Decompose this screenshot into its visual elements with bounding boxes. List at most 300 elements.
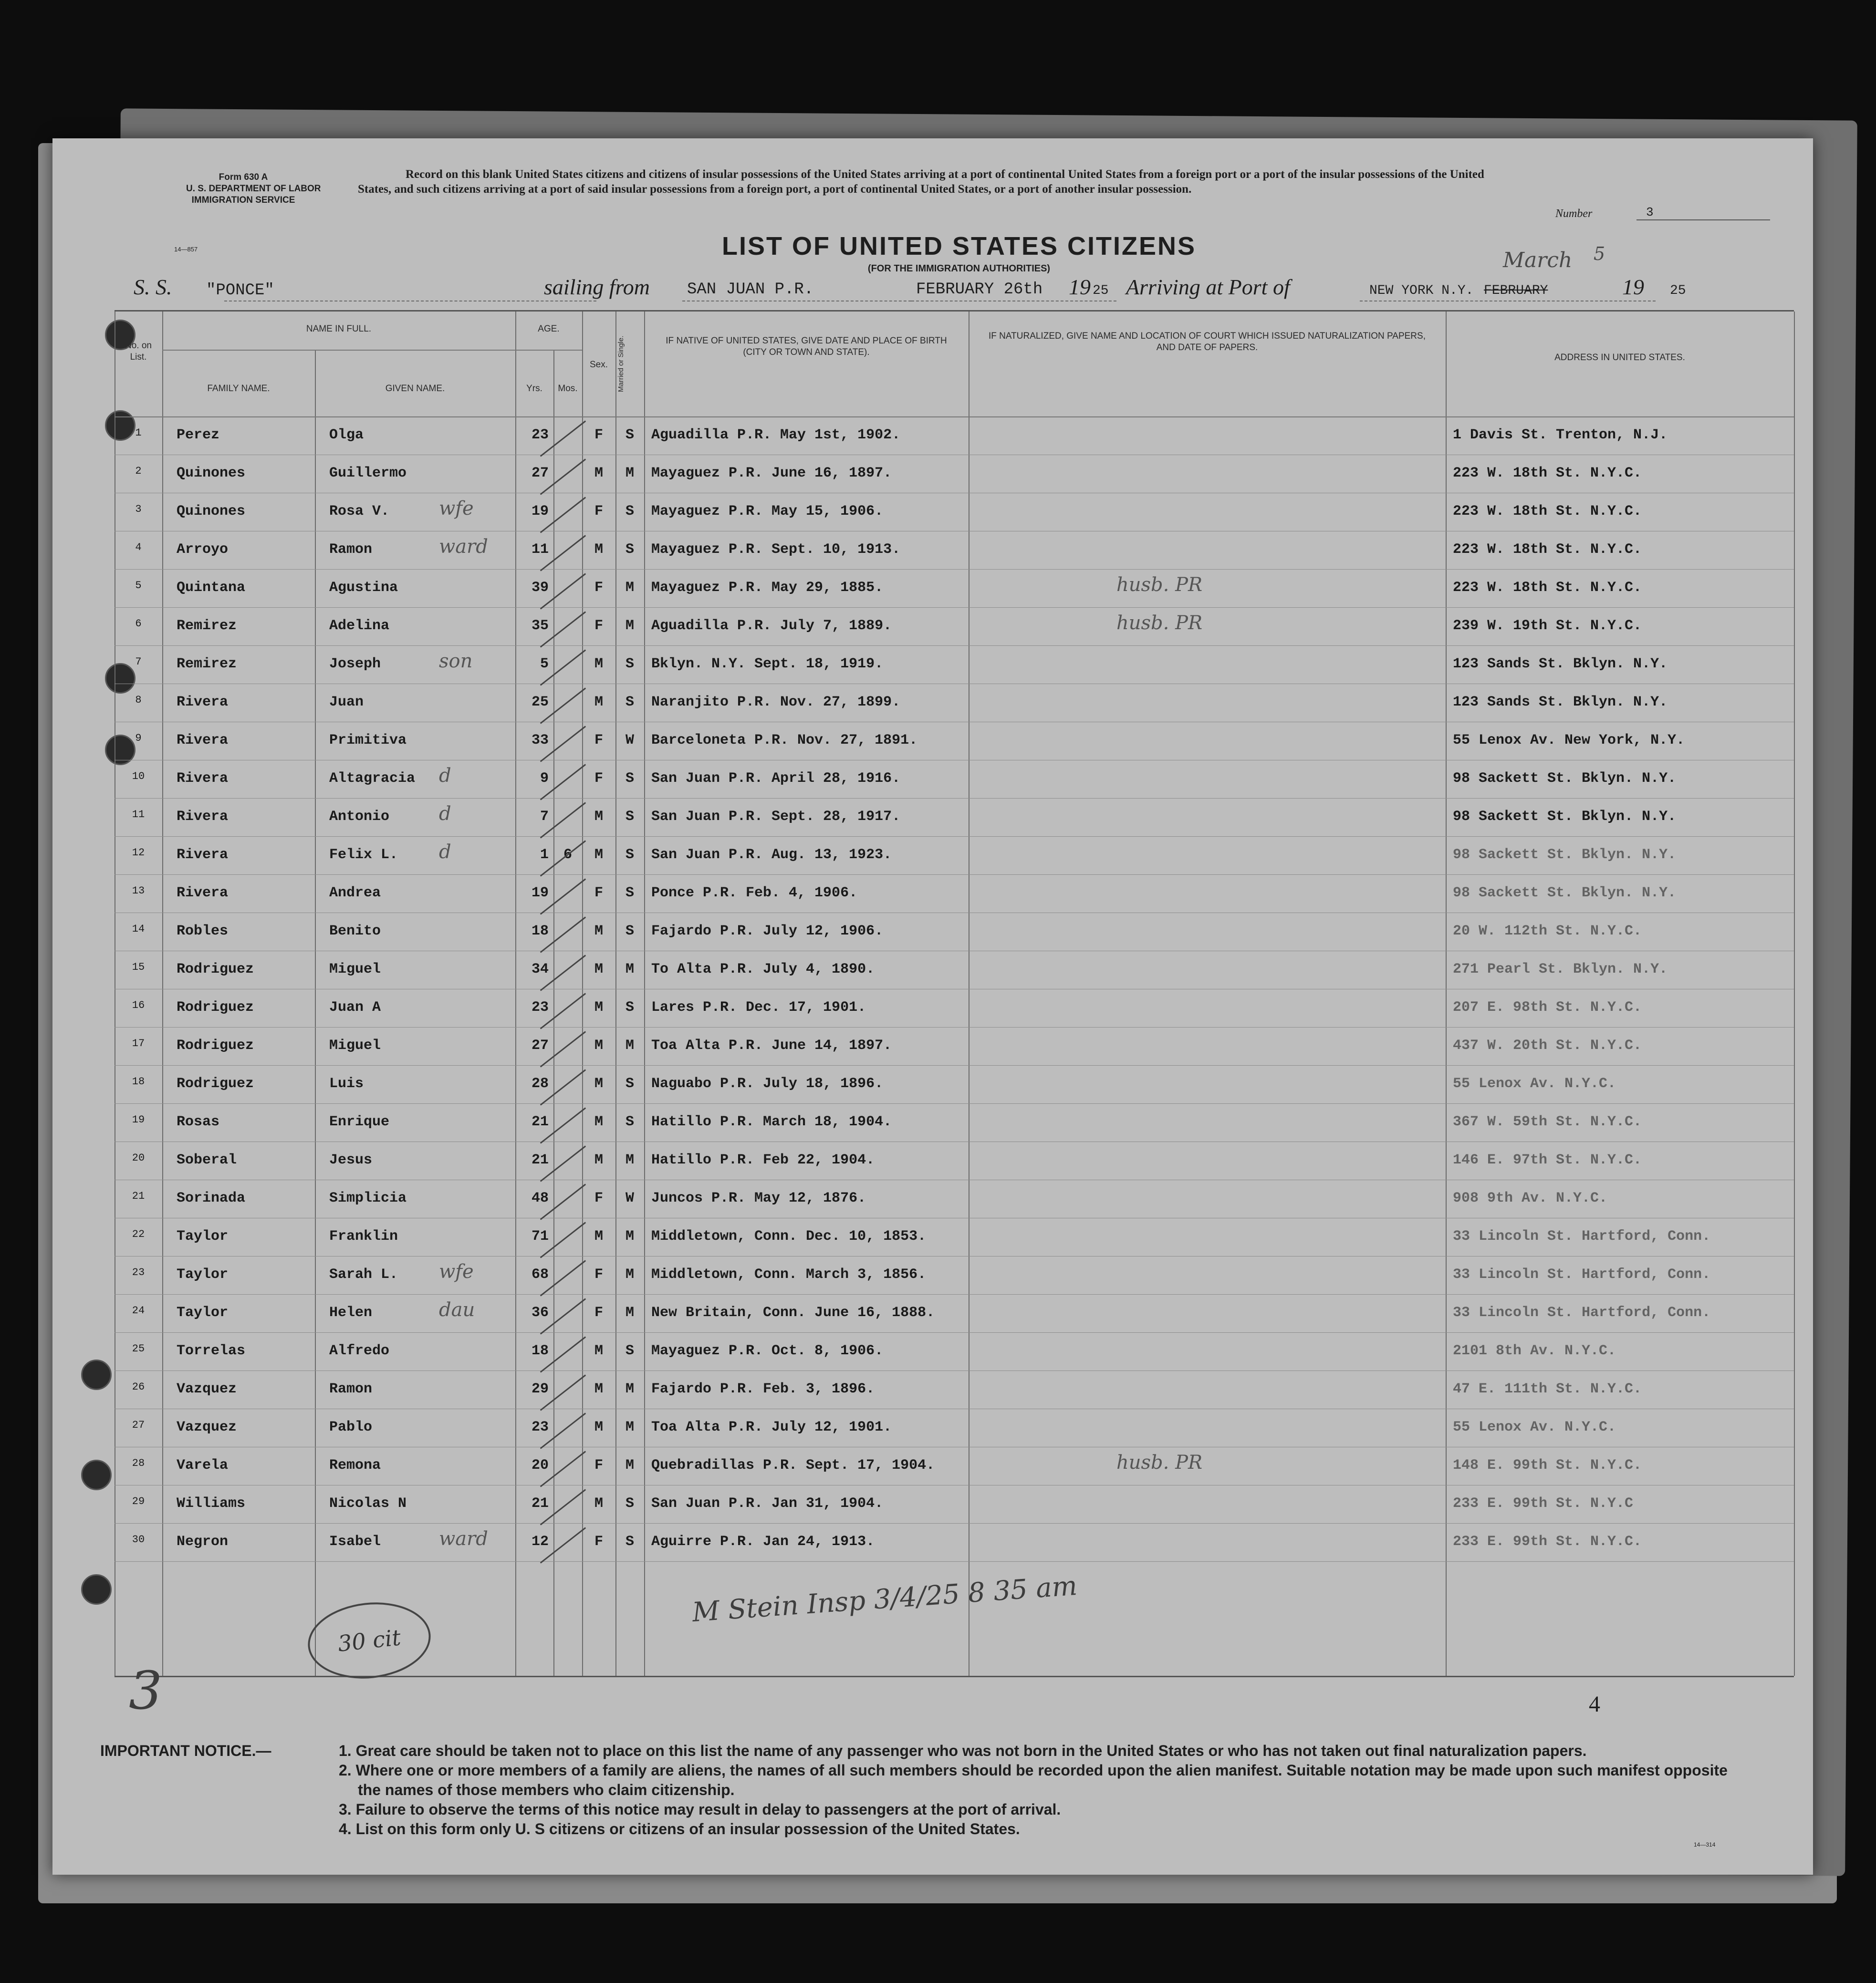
cell-sex: F bbox=[594, 1305, 603, 1321]
cell-birth: Aguirre P.R. Jan 24, 1913. bbox=[651, 1534, 875, 1550]
cell-address: 148 E. 99th St. N.Y.C. bbox=[1453, 1457, 1642, 1474]
cell-ms: W bbox=[625, 732, 634, 748]
cell-ms: S bbox=[625, 1076, 634, 1092]
arrival-port: NEW YORK N.Y. bbox=[1369, 283, 1474, 298]
cell-family: Torrelas bbox=[177, 1343, 246, 1359]
cell-sex: M bbox=[594, 656, 603, 672]
table-row bbox=[115, 1409, 1794, 1447]
cell-birth: Naguabo P.R. July 18, 1896. bbox=[651, 1076, 884, 1092]
cell-age: 21 bbox=[531, 1152, 549, 1168]
header-naturalization: IF NATURALIZED, GIVE NAME AND LOCATION OF COURT WHICH ISSUED NATURALIZATION PAPERS, AND DATE OF PAPERS. bbox=[989, 331, 1426, 353]
cell-address: 2101 8th Av. N.Y.C. bbox=[1453, 1343, 1616, 1359]
table-row bbox=[115, 1447, 1794, 1485]
page-title: LIST OF UNITED STATES CITIZENS bbox=[722, 232, 1196, 260]
cell-sex: F bbox=[594, 732, 603, 748]
cell-ms: S bbox=[625, 809, 634, 825]
cell-address: 98 Sackett St. Bklyn. N.Y. bbox=[1453, 847, 1677, 863]
cell-address: 123 Sands St. Bklyn. N.Y. bbox=[1453, 656, 1668, 672]
cell-birth: Middletown, Conn. Dec. 10, 1853. bbox=[651, 1228, 927, 1245]
table-row bbox=[115, 493, 1794, 531]
number-label: Number bbox=[1555, 208, 1593, 220]
cell-sex: M bbox=[594, 961, 603, 977]
form-instructions: Record on this blank United States citizens and citizens of insular possessions of the United States arriving at a port of continental United States from a foreign port or a port of the insular possessions of the United States, and such citizens arriving at a port of said insular possessions from a foreign port, a port of continental United States, or a port of another insular possession. bbox=[358, 168, 1484, 196]
header-address: ADDRESS IN UNITED STATES. bbox=[1554, 353, 1685, 363]
cell-family: Perez bbox=[177, 427, 220, 443]
cell-sex: F bbox=[594, 770, 603, 787]
cell-birth: San Juan P.R. Aug. 13, 1923. bbox=[651, 847, 892, 863]
table-row bbox=[115, 989, 1794, 1028]
arrival-year: 25 bbox=[1670, 283, 1686, 298]
cell-sex: F bbox=[594, 885, 603, 901]
cell-age: 27 bbox=[531, 1038, 549, 1054]
relationship-note: dau bbox=[439, 1299, 475, 1321]
cell-given: Enrique bbox=[329, 1114, 390, 1130]
cell-family: Quintana bbox=[177, 580, 246, 596]
cell-age: 35 bbox=[531, 618, 549, 634]
table-row bbox=[115, 1142, 1794, 1180]
header-years: Yrs. bbox=[526, 384, 542, 394]
cell-birth: Hatillo P.R. March 18, 1904. bbox=[651, 1114, 892, 1130]
cell-family: Vazquez bbox=[177, 1419, 237, 1435]
cell-no: 11 bbox=[132, 809, 145, 820]
naturalization-note: husb. PR bbox=[1116, 612, 1203, 634]
cell-age: 23 bbox=[531, 427, 549, 443]
cell-no: 15 bbox=[132, 961, 145, 973]
cell-family: Rodriguez bbox=[177, 1038, 254, 1054]
cell-ms: M bbox=[625, 580, 634, 596]
cell-address: 223 W. 18th St. N.Y.C. bbox=[1453, 503, 1642, 519]
cell-address: 123 Sands St. Bklyn. N.Y. bbox=[1453, 694, 1668, 710]
cell-family: Taylor bbox=[177, 1305, 229, 1321]
cell-ms: S bbox=[625, 847, 634, 863]
header-age: AGE. bbox=[538, 324, 560, 334]
cell-birth: Barceloneta P.R. Nov. 27, 1891. bbox=[651, 732, 918, 748]
cell-no: 3 bbox=[135, 503, 142, 515]
cell-sex: F bbox=[594, 618, 603, 634]
handwritten-day: 5 bbox=[1594, 243, 1605, 264]
cell-family: Soberal bbox=[177, 1152, 237, 1168]
table-row bbox=[115, 1294, 1794, 1333]
cell-no: 21 bbox=[132, 1190, 145, 1202]
cell-family: Rodriguez bbox=[177, 1076, 254, 1092]
cell-birth: Fajardo P.R. Feb. 3, 1896. bbox=[651, 1381, 875, 1397]
cell-no: 9 bbox=[135, 732, 142, 744]
cell-birth: Hatillo P.R. Feb 22, 1904. bbox=[651, 1152, 875, 1168]
table-row bbox=[115, 645, 1794, 684]
cell-no: 19 bbox=[132, 1114, 145, 1126]
arriving-label: Arriving at Port of bbox=[1126, 275, 1290, 299]
cell-no: 10 bbox=[132, 770, 145, 782]
header-marital-status: Married or Single. bbox=[617, 335, 625, 393]
cell-sex: F bbox=[594, 580, 603, 596]
cell-address: 367 W. 59th St. N.Y.C. bbox=[1453, 1114, 1642, 1130]
cell-address: 55 Lenox Av. N.Y.C. bbox=[1453, 1419, 1616, 1435]
page-number: 4 bbox=[1589, 1692, 1600, 1717]
manifest-sheet bbox=[52, 138, 1813, 1875]
cell-age: 36 bbox=[531, 1305, 549, 1321]
cell-sex: M bbox=[594, 541, 603, 558]
cell-birth: To Alta P.R. July 4, 1890. bbox=[651, 961, 875, 977]
cell-birth: Juncos P.R. May 12, 1876. bbox=[651, 1190, 866, 1206]
cell-birth: Fajardo P.R. July 12, 1906. bbox=[651, 923, 884, 939]
cell-birth: Mayaguez P.R. May 15, 1906. bbox=[651, 503, 884, 519]
cell-no: 29 bbox=[132, 1495, 145, 1507]
cell-no: 25 bbox=[132, 1343, 145, 1355]
table-row bbox=[115, 836, 1794, 875]
cell-age: 21 bbox=[531, 1495, 549, 1512]
cell-birth: San Juan P.R. Jan 31, 1904. bbox=[651, 1495, 884, 1512]
cell-family: Robles bbox=[177, 923, 229, 939]
table-row bbox=[115, 1103, 1794, 1142]
cell-age: 19 bbox=[531, 503, 549, 519]
cell-given: Simplicia bbox=[329, 1190, 407, 1206]
cell-no: 20 bbox=[132, 1152, 145, 1164]
cell-family: Taylor bbox=[177, 1267, 229, 1283]
number-value: 3 bbox=[1636, 205, 1770, 220]
relationship-note: wfe bbox=[439, 1261, 474, 1283]
cell-given: Nicolas N bbox=[329, 1495, 407, 1512]
cell-age: 21 bbox=[531, 1114, 549, 1130]
cell-ms: M bbox=[625, 1228, 634, 1245]
cell-no: 27 bbox=[132, 1419, 145, 1431]
table-row bbox=[115, 1332, 1794, 1371]
table-row bbox=[115, 1485, 1794, 1524]
table-row bbox=[115, 951, 1794, 989]
cell-age: 11 bbox=[531, 541, 549, 558]
year-prefix: 19 bbox=[1069, 275, 1091, 299]
cell-sex: F bbox=[594, 1267, 603, 1283]
cell-given: Pablo bbox=[329, 1419, 373, 1435]
relationship-note: wfe bbox=[439, 498, 474, 519]
cell-given: Alfredo bbox=[329, 1343, 390, 1359]
table-row bbox=[115, 416, 1794, 455]
table-row bbox=[115, 913, 1794, 951]
cell-family: Rivera bbox=[177, 770, 229, 787]
cell-given: Felix L. bbox=[329, 847, 398, 863]
relationship-note: ward bbox=[439, 1528, 488, 1550]
year-prefix-2: 19 bbox=[1622, 275, 1644, 299]
cell-given: Remona bbox=[329, 1457, 381, 1474]
passenger-table bbox=[115, 310, 1794, 1677]
inspector-signature: M Stein Insp 3/4/25 8 35 am bbox=[691, 1570, 1078, 1629]
cell-sex: M bbox=[594, 1495, 603, 1512]
cell-birth: New Britain, Conn. June 16, 1888. bbox=[651, 1305, 935, 1321]
cell-address: 233 E. 99th St. N.Y.C. bbox=[1453, 1534, 1642, 1550]
cell-given: Miguel bbox=[329, 961, 381, 977]
cell-birth: Quebradillas P.R. Sept. 17, 1904. bbox=[651, 1457, 935, 1474]
cell-ms: S bbox=[625, 656, 634, 672]
cell-no: 18 bbox=[132, 1076, 145, 1088]
cell-address: 437 W. 20th St. N.Y.C. bbox=[1453, 1038, 1642, 1054]
cell-ms: S bbox=[625, 694, 634, 710]
relationship-note: ward bbox=[439, 536, 488, 558]
header-sex: Sex. bbox=[589, 360, 608, 370]
punch-hole bbox=[81, 1360, 112, 1390]
footer-code: 14—314 bbox=[1694, 1841, 1716, 1848]
cell-birth: Lares P.R. Dec. 17, 1901. bbox=[651, 999, 866, 1016]
cell-sex: M bbox=[594, 999, 603, 1016]
cell-sex: M bbox=[594, 809, 603, 825]
cell-ms: M bbox=[625, 1305, 634, 1321]
notice-items bbox=[339, 1741, 1732, 1839]
cell-given: Jesus bbox=[329, 1152, 373, 1168]
cell-ms: S bbox=[625, 885, 634, 901]
cell-sex: F bbox=[594, 1190, 603, 1206]
cell-age: 71 bbox=[531, 1228, 549, 1245]
cell-sex: M bbox=[594, 694, 603, 710]
cell-given: Ramon bbox=[329, 541, 373, 558]
ship-name: "PONCE" bbox=[206, 281, 274, 300]
cell-age: 1 bbox=[540, 847, 549, 863]
table-row bbox=[115, 798, 1794, 837]
cell-address: 223 W. 18th St. N.Y.C. bbox=[1453, 541, 1642, 558]
cell-address: 146 E. 97th St. N.Y.C. bbox=[1453, 1152, 1642, 1168]
cell-given: Luis bbox=[329, 1076, 364, 1092]
notice-item: 2. Where one or more members of a family are aliens, the names of all such members should be recorded upon the alien manifest. Suitable notation may be made upon such manifest opposite the names of those members who claim citizenship. bbox=[339, 1762, 1728, 1798]
cell-ms: M bbox=[625, 1267, 634, 1283]
notice-item: 3. Failure to observe the terms of this notice may result in delay to passengers at the port of arrival. bbox=[339, 1801, 1061, 1818]
cell-given: Altagracia bbox=[329, 770, 416, 787]
cell-ms: S bbox=[625, 1343, 634, 1359]
cell-ms: M bbox=[625, 1381, 634, 1397]
cell-address: 55 Lenox Av. New York, N.Y. bbox=[1453, 732, 1685, 748]
service-name: IMMIGRATION SERVICE bbox=[191, 195, 295, 205]
cell-ms: W bbox=[625, 1190, 634, 1206]
cell-no: 24 bbox=[132, 1305, 145, 1317]
col-divider bbox=[1794, 311, 1795, 1676]
table-row bbox=[115, 569, 1794, 608]
cell-age: 27 bbox=[531, 465, 549, 481]
punch-hole bbox=[81, 1460, 112, 1490]
table-row bbox=[115, 684, 1794, 722]
cell-family: Quinones bbox=[177, 503, 246, 519]
cell-birth: Bklyn. N.Y. Sept. 18, 1919. bbox=[651, 656, 884, 672]
header-subline bbox=[162, 350, 582, 351]
cell-birth: San Juan P.R. April 28, 1916. bbox=[651, 770, 901, 787]
cell-given: Adelina bbox=[329, 618, 390, 634]
table-row bbox=[115, 607, 1794, 646]
cell-address: 239 W. 19th St. N.Y.C. bbox=[1453, 618, 1642, 634]
cell-family: Rodriguez bbox=[177, 999, 254, 1016]
form-identifier bbox=[186, 172, 321, 206]
table-row bbox=[115, 722, 1794, 760]
cell-sex: M bbox=[594, 847, 603, 863]
cell-ms: S bbox=[625, 1495, 634, 1512]
cell-no: 13 bbox=[132, 885, 145, 897]
cell-age: 23 bbox=[531, 1419, 549, 1435]
punch-hole bbox=[81, 1574, 112, 1605]
cell-age: 9 bbox=[540, 770, 549, 787]
cell-birth: Aguadilla P.R. May 1st, 1902. bbox=[651, 427, 901, 443]
cell-age: 48 bbox=[531, 1190, 549, 1206]
cell-age: 68 bbox=[531, 1267, 549, 1283]
department-name: U. S. DEPARTMENT OF LABOR bbox=[186, 184, 321, 194]
cell-ms: S bbox=[625, 923, 634, 939]
cell-given: Joseph bbox=[329, 656, 381, 672]
margin-mark: 3 bbox=[129, 1660, 162, 1721]
table-row bbox=[115, 1256, 1794, 1295]
cell-sex: F bbox=[594, 427, 603, 443]
table-row bbox=[115, 455, 1794, 493]
cell-given: Juan A bbox=[329, 999, 381, 1016]
header-family-name: FAMILY NAME. bbox=[207, 384, 270, 394]
table-row bbox=[115, 1065, 1794, 1104]
cell-ms: S bbox=[625, 427, 634, 443]
table-row bbox=[115, 1370, 1794, 1409]
cell-ms: M bbox=[625, 1038, 634, 1054]
sailing-year: 25 bbox=[1093, 283, 1109, 298]
cell-given: Sarah L. bbox=[329, 1267, 398, 1283]
cell-address: 271 Pearl St. Bklyn. N.Y. bbox=[1453, 961, 1668, 977]
cell-given: Ramon bbox=[329, 1381, 373, 1397]
cell-no: 1 bbox=[135, 427, 142, 439]
cell-no: 7 bbox=[135, 656, 142, 668]
cell-birth: Mayaguez P.R. Sept. 10, 1913. bbox=[651, 541, 901, 558]
header-given-name: GIVEN NAME. bbox=[385, 384, 445, 394]
table-row bbox=[115, 1218, 1794, 1256]
cell-age: 5 bbox=[540, 656, 549, 672]
cell-address: 223 W. 18th St. N.Y.C. bbox=[1453, 465, 1642, 481]
table-row bbox=[115, 531, 1794, 570]
form-number: Form 630 A bbox=[219, 172, 268, 182]
cell-age: 28 bbox=[531, 1076, 549, 1092]
cell-ms: M bbox=[625, 465, 634, 481]
handwritten-month: March bbox=[1503, 248, 1573, 272]
ss-label: S. S. bbox=[134, 275, 172, 299]
voyage-line bbox=[134, 274, 274, 300]
cell-no: 26 bbox=[132, 1381, 145, 1393]
cell-birth: Middletown, Conn. March 3, 1856. bbox=[651, 1267, 927, 1283]
cell-no: 6 bbox=[135, 618, 142, 630]
cell-sex: F bbox=[594, 1534, 603, 1550]
cell-ms: S bbox=[625, 1534, 634, 1550]
cell-sex: M bbox=[594, 1076, 603, 1092]
cell-given: Helen bbox=[329, 1305, 373, 1321]
cell-address: 98 Sackett St. Bklyn. N.Y. bbox=[1453, 770, 1677, 787]
cell-family: Remirez bbox=[177, 618, 237, 634]
cell-ms: S bbox=[625, 770, 634, 787]
cell-sex: M bbox=[594, 923, 603, 939]
cell-no: 28 bbox=[132, 1457, 145, 1469]
cell-family: Arroyo bbox=[177, 541, 229, 558]
cell-given: Andrea bbox=[329, 885, 381, 901]
cell-no: 23 bbox=[132, 1267, 145, 1278]
cell-given: Benito bbox=[329, 923, 381, 939]
naturalization-note: husb. PR bbox=[1116, 1452, 1203, 1474]
struck-month: FEBRUARY bbox=[1484, 283, 1548, 298]
cell-ms: M bbox=[625, 1457, 634, 1474]
cell-family: Rivera bbox=[177, 885, 229, 901]
cell-given: Agustina bbox=[329, 580, 398, 596]
cell-age: 29 bbox=[531, 1381, 549, 1397]
notice-item: 4. List on this form only U. S citizens or citizens of an insular possession of the United States. bbox=[339, 1820, 1020, 1838]
cell-sex: M bbox=[594, 1152, 603, 1168]
cell-birth: Mayaguez P.R. June 16, 1897. bbox=[651, 465, 892, 481]
cell-birth: Toa Alta P.R. June 14, 1897. bbox=[651, 1038, 892, 1054]
cell-address: 98 Sackett St. Bklyn. N.Y. bbox=[1453, 809, 1677, 825]
total-citizens-note: 30 cit bbox=[336, 1624, 402, 1657]
cell-address: 1 Davis St. Trenton, N.J. bbox=[1453, 427, 1668, 443]
cell-sex: M bbox=[594, 1343, 603, 1359]
cell-no: 12 bbox=[132, 847, 145, 859]
cell-family: Rivera bbox=[177, 694, 229, 710]
cell-family: Rosas bbox=[177, 1114, 220, 1130]
cell-address: 98 Sackett St. Bklyn. N.Y. bbox=[1453, 885, 1677, 901]
cell-family: Rivera bbox=[177, 847, 229, 863]
cell-no: 8 bbox=[135, 694, 142, 706]
header-months: Mos. bbox=[558, 384, 578, 394]
relationship-note: d bbox=[439, 841, 451, 863]
cell-given: Juan bbox=[329, 694, 364, 710]
relationship-note: son bbox=[439, 650, 473, 672]
cell-given: Isabel bbox=[329, 1534, 381, 1550]
cell-given: Olga bbox=[329, 427, 364, 443]
cell-address: 20 W. 112th St. N.Y.C. bbox=[1453, 923, 1642, 939]
cell-birth: Aguadilla P.R. July 7, 1889. bbox=[651, 618, 892, 634]
cell-family: Rivera bbox=[177, 732, 229, 748]
cell-family: Sorinada bbox=[177, 1190, 246, 1206]
cell-address: 223 W. 18th St. N.Y.C. bbox=[1453, 580, 1642, 596]
table-row bbox=[115, 760, 1794, 799]
cell-mos: 6 bbox=[563, 847, 572, 863]
cell-no: 14 bbox=[132, 923, 145, 935]
cell-birth: San Juan P.R. Sept. 28, 1917. bbox=[651, 809, 901, 825]
cell-age: 19 bbox=[531, 885, 549, 901]
cell-family: Negron bbox=[177, 1534, 229, 1550]
cell-address: 33 Lincoln St. Hartford, Conn. bbox=[1453, 1305, 1711, 1321]
cell-age: 25 bbox=[531, 694, 549, 710]
cell-birth: Ponce P.R. Feb. 4, 1906. bbox=[651, 885, 858, 901]
cell-sex: M bbox=[594, 1228, 603, 1245]
cell-family: Taylor bbox=[177, 1228, 229, 1245]
table-row bbox=[115, 874, 1794, 913]
cell-sex: M bbox=[594, 1038, 603, 1054]
sailing-from: SAN JUAN P.R. bbox=[687, 280, 814, 299]
cell-family: Williams bbox=[177, 1495, 246, 1512]
page-subtitle: (FOR THE IMMIGRATION AUTHORITIES) bbox=[867, 263, 1051, 274]
cell-given: Franklin bbox=[329, 1228, 398, 1245]
cell-sex: F bbox=[594, 1457, 603, 1474]
header-birth: IF NATIVE OF UNITED STATES, GIVE DATE AND PLACE OF BIRTH (CITY OR TOWN AND STATE). bbox=[666, 336, 947, 357]
table-row bbox=[115, 1027, 1794, 1066]
cell-ms: S bbox=[625, 541, 634, 558]
cell-sex: M bbox=[594, 1419, 603, 1435]
relationship-note: d bbox=[439, 765, 451, 787]
cell-family: Varela bbox=[177, 1457, 229, 1474]
cell-address: 47 E. 111th St. N.Y.C. bbox=[1453, 1381, 1642, 1397]
cell-no: 5 bbox=[135, 580, 142, 592]
cell-sex: M bbox=[594, 465, 603, 481]
cell-ms: M bbox=[625, 618, 634, 634]
cell-address: 33 Lincoln St. Hartford, Conn. bbox=[1453, 1267, 1711, 1283]
notice-heading: IMPORTANT NOTICE.— bbox=[100, 1742, 271, 1759]
header-no: No. on List. bbox=[125, 341, 152, 362]
cell-sex: M bbox=[594, 1114, 603, 1130]
cell-ms: M bbox=[625, 1419, 634, 1435]
cell-age: 33 bbox=[531, 732, 549, 748]
cell-address: 207 E. 98th St. N.Y.C. bbox=[1453, 999, 1642, 1016]
cell-no: 17 bbox=[132, 1038, 145, 1049]
sailing-label: sailing from bbox=[544, 275, 650, 299]
cell-age: 39 bbox=[531, 580, 549, 596]
cell-address: 33 Lincoln St. Hartford, Conn. bbox=[1453, 1228, 1711, 1245]
cell-family: Vazquez bbox=[177, 1381, 237, 1397]
cell-ms: S bbox=[625, 999, 634, 1016]
cell-age: 7 bbox=[540, 809, 549, 825]
cell-age: 18 bbox=[531, 1343, 549, 1359]
cell-no: 2 bbox=[135, 465, 142, 477]
cell-birth: Mayaguez P.R. Oct. 8, 1906. bbox=[651, 1343, 884, 1359]
